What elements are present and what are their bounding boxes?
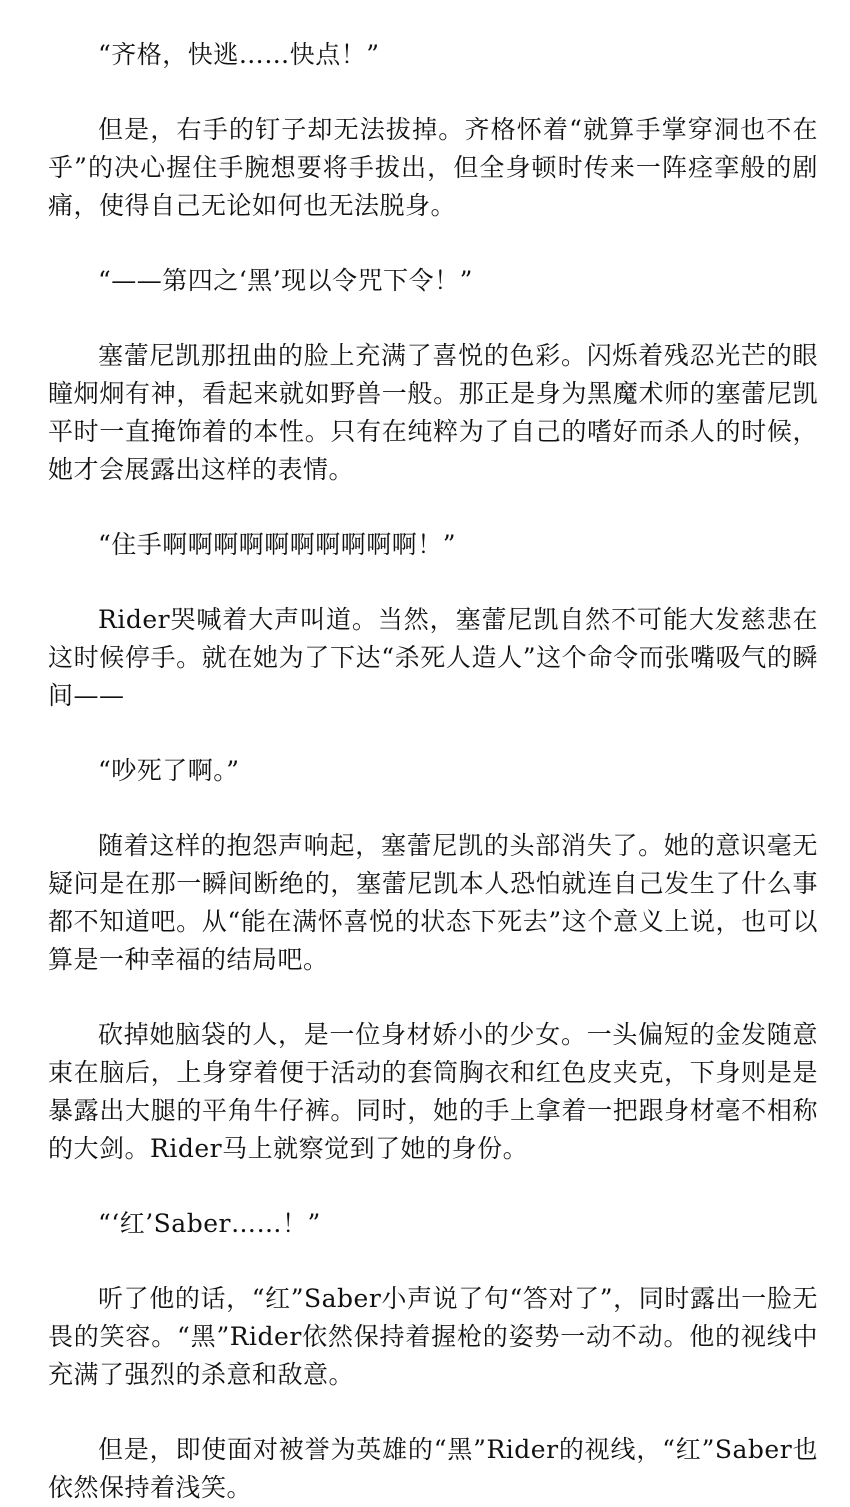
paragraph-gap [48,300,818,337]
paragraph-gap [48,979,818,1016]
paragraph: 随着这样的抱怨声响起，塞蕾尼凯的头部消失了。她的意识毫无疑问是在那一瞬间断绝的，塞蕾尼凯本人恐怕就连自己发生了什么事都不知道吧。从“能在满怀喜悦的状态下死去”这个意义上说，也可以算是一种幸福的结局吧。 [48,831,818,974]
paragraph: “‘红’Saber……！” [98,1209,321,1238]
paragraph-gap [48,790,818,827]
paragraph: 但是，即使面对被誉为英雄的“黑”Rider的视线，“红”Saber也依然保持着浅笑。 [48,1435,818,1502]
paragraph: Rider哭喊着大声叫道。当然，塞蕾尼凯自然不可能大发慈悲在这时候停手。就在她为了下达“杀死人造人”这个命令而张嘴吸气的瞬间—— [48,605,818,710]
paragraph: 但是，右手的钉子却无法拔掉。齐格怀着“就算手掌穿洞也不在乎”的决心握住手腕想要将手拔出，但全身顿时传来一阵痉挛般的剧痛，使得自己无论如何也无法脱身。 [48,115,818,220]
paragraph-gap [48,489,818,526]
paragraph-gap [48,1168,818,1205]
paragraph: “住手啊啊啊啊啊啊啊啊啊啊！” [98,530,457,559]
paragraph: 塞蕾尼凯那扭曲的脸上充满了喜悦的色彩。闪烁着残忍光芒的眼瞳炯炯有神，看起来就如野兽一般。那正是身为黑魔术师的塞蕾尼凯平时一直掩饰着的本性。只有在纯粹为了自己的嗜好而杀人的时候，她才会展露出这样的表情。 [48,341,818,484]
paragraph: “吵死了啊。” [98,756,240,785]
paragraph: “齐格，快逃……快点！” [98,40,380,69]
novel-page [48,36,818,1507]
paragraph-gap [48,74,818,111]
paragraph: 听了他的话，“红”Saber小声说了句“答对了”，同时露出一脸无畏的笑容。“黑”Rider依然保持着握枪的姿势一动不动。他的视线中充满了强烈的杀意和敌意。 [48,1284,818,1389]
paragraph-gap [48,715,818,752]
paragraph-gap [48,1243,818,1280]
paragraph: “——第四之‘黑’现以令咒下令！” [98,266,473,295]
paragraph-gap [48,225,818,262]
paragraph: 砍掉她脑袋的人，是一位身材娇小的少女。一头偏短的金发随意束在脑后，上身穿着便于活动的套筒胸衣和红色皮夹克，下身则是是暴露出大腿的平角牛仔裤。同时，她的手上拿着一把跟身材毫不相称的大剑。Rider马上就察觉到了她的身份。 [48,1020,818,1163]
paragraph-gap [48,564,818,601]
